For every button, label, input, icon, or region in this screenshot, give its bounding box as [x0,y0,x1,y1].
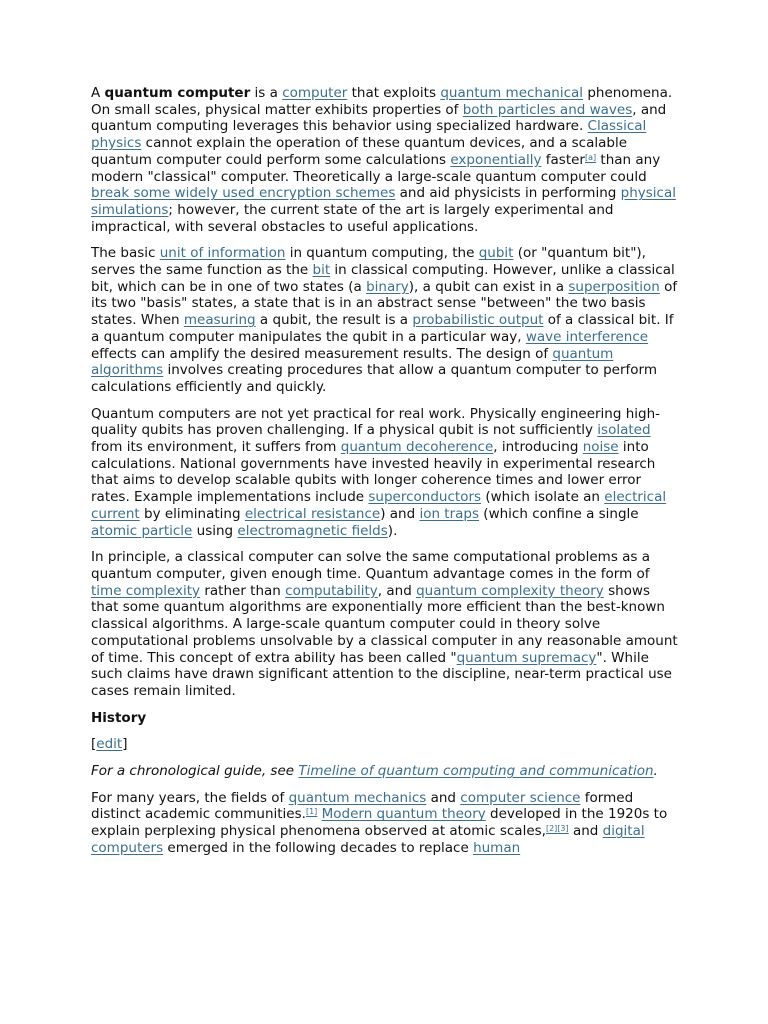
link-quantum-complexity-theory[interactable]: quantum complexity theory [416,582,604,599]
link-probabilistic-output[interactable]: probabilistic output [412,312,544,329]
link-time-complexity[interactable]: time complexity [91,582,201,599]
advantage-paragraph: In principle, a classical computer can solve the same computational problems as a quantum computer, given enough time. Quantum advantage comes in the form of time complexity rather than computability, and quantum complexity theory shows that some quantum algorithms are exponentially more efficient than the best-known classical algorithms. A large-scale quantum computer could in theory solve computational problems unsolvable by a classical computer in any reasonable amount of time. This concept of extra ability has been called "quantum supremacy". While such claims have drawn significant attention to the discipline, near-term practical use cases remain limited. [91,549,678,699]
link-both-particles-and-waves[interactable]: both particles and waves [462,101,633,118]
hatnote: For a chronological guide, see Timeline of quantum computing and communication. [91,763,658,780]
link-computer-science[interactable]: computer science [460,789,581,806]
edit-link[interactable]: edit [96,736,123,753]
history-paragraph: For many years, the fields of quantum mechanics and computer science formed distinct academic communities.[1] Modern quantum theory developed in the 1920s to explain perplexing physical phenomena observed at atomic scales,[2][3] and digital computers emerged in the following decades to replace human [91,789,668,856]
link-quantum-mechanical[interactable]: quantum mechanical [440,85,584,101]
link-exponentially[interactable]: exponentially [450,151,542,168]
link-superconductors[interactable]: superconductors [368,489,482,506]
link-noise[interactable]: noise [582,439,619,456]
ref-2[interactable]: [2] [545,824,558,834]
link-timeline[interactable]: Timeline of quantum computing and communication [298,763,654,780]
link-electrical-resistance[interactable]: electrical resistance [244,505,381,522]
link-ion-traps[interactable]: ion traps [419,505,480,522]
link-computability[interactable]: computability [285,582,378,599]
link-quantum-algorithms[interactable]: quantum algorithms [91,345,614,379]
link-unit-of-information[interactable]: unit of information [159,245,286,262]
link-modern-quantum-theory[interactable]: Modern quantum theory [321,806,486,823]
ref-1[interactable]: [1] [305,807,318,817]
link-electrical-current[interactable]: electrical current [91,489,667,522]
section-heading-history: History [91,709,147,726]
practicality-paragraph: Quantum computers are not yet practical for real work. Physically engineering high-quality qubits has proven challenging. If a physical qubit is not sufficiently isolated from its environment, it suffers from quantum decoherence, introducing noise into calculations. National governments have invested heavily in experimental research that aims to develop scalable qubits with longer coherence times and lower error rates. Example implementations include superconductors (which isolate an electrical current by eliminating electrical resistance) and ion traps (which confine a single atomic particle using electromagnetic fields). [91,405,667,539]
link-electromagnetic-fields[interactable]: electromagnetic fields [237,522,388,539]
article-subject: quantum computer [104,85,251,101]
link-quantum-supremacy[interactable]: quantum supremacy [456,649,597,666]
link-bit[interactable]: bit [312,262,331,279]
link-human[interactable]: human [473,839,521,856]
ref-3[interactable]: [3] [557,824,569,834]
link-classical-physics[interactable]: Classical physics [91,118,647,152]
intro-paragraph: A quantum computer is a computer that exploits quantum mechanical phenomena. On small scales, physical matter exhibits properties of both particles and waves, and quantum computing leverages this behavior using specialized hardware. Classical physics cannot explain the operation of these quantum devices, and a scalable quantum computer could perform some calculations exponentially faster[a] than any modern "classical" computer. Theoretically a large-scale quantum computer could break some widely used encryption schemes and aid physicists in performing physical simulations; however, the current state of the art is largely experimental and impractical, with several obstacles to useful applications. [91,85,676,235]
link-binary[interactable]: binary [366,278,409,295]
link-quantum-decoherence[interactable]: quantum decoherence [340,439,494,456]
link-physical-simulations[interactable]: physical simulations [91,185,676,218]
link-superposition[interactable]: superposition [568,278,660,295]
link-measuring[interactable]: measuring [183,312,256,329]
qubit-paragraph: The basic unit of information in quantum computing, the qubit (or "quantum bit"), serves the same function as the bit in classical computing. However, unlike a classical bit, which can be in one of two states (a binary), a qubit can exist in a superposition of its two "basis" states, a state that is in an abstract sense "between" the two basis states. When measuring a qubit, the result is a probabilistic output of a classical bit. If a quantum computer manipulates the qubit in a particular way, wave interference effects can amplify the desired measurement results. The design of quantum algorithms involves creating procedures that allow a quantum computer to perform calculations efficiently and quickly. [91,245,678,395]
link-digital-computers[interactable]: digital computers [91,823,645,856]
link-isolated[interactable]: isolated [597,422,651,439]
link-computer[interactable]: computer [282,85,348,101]
footnote-a[interactable]: [a] [584,152,597,162]
link-break-encryption[interactable]: break some widely used encryption schemes [91,185,396,202]
link-atomic-particle[interactable]: atomic particle [91,522,193,539]
link-quantum-mechanics[interactable]: quantum mechanics [288,789,427,806]
link-qubit[interactable]: qubit [478,245,514,262]
article-body [91,85,681,867]
edit-section: [edit] [91,736,128,753]
link-wave-interference[interactable]: wave interference [525,328,649,345]
